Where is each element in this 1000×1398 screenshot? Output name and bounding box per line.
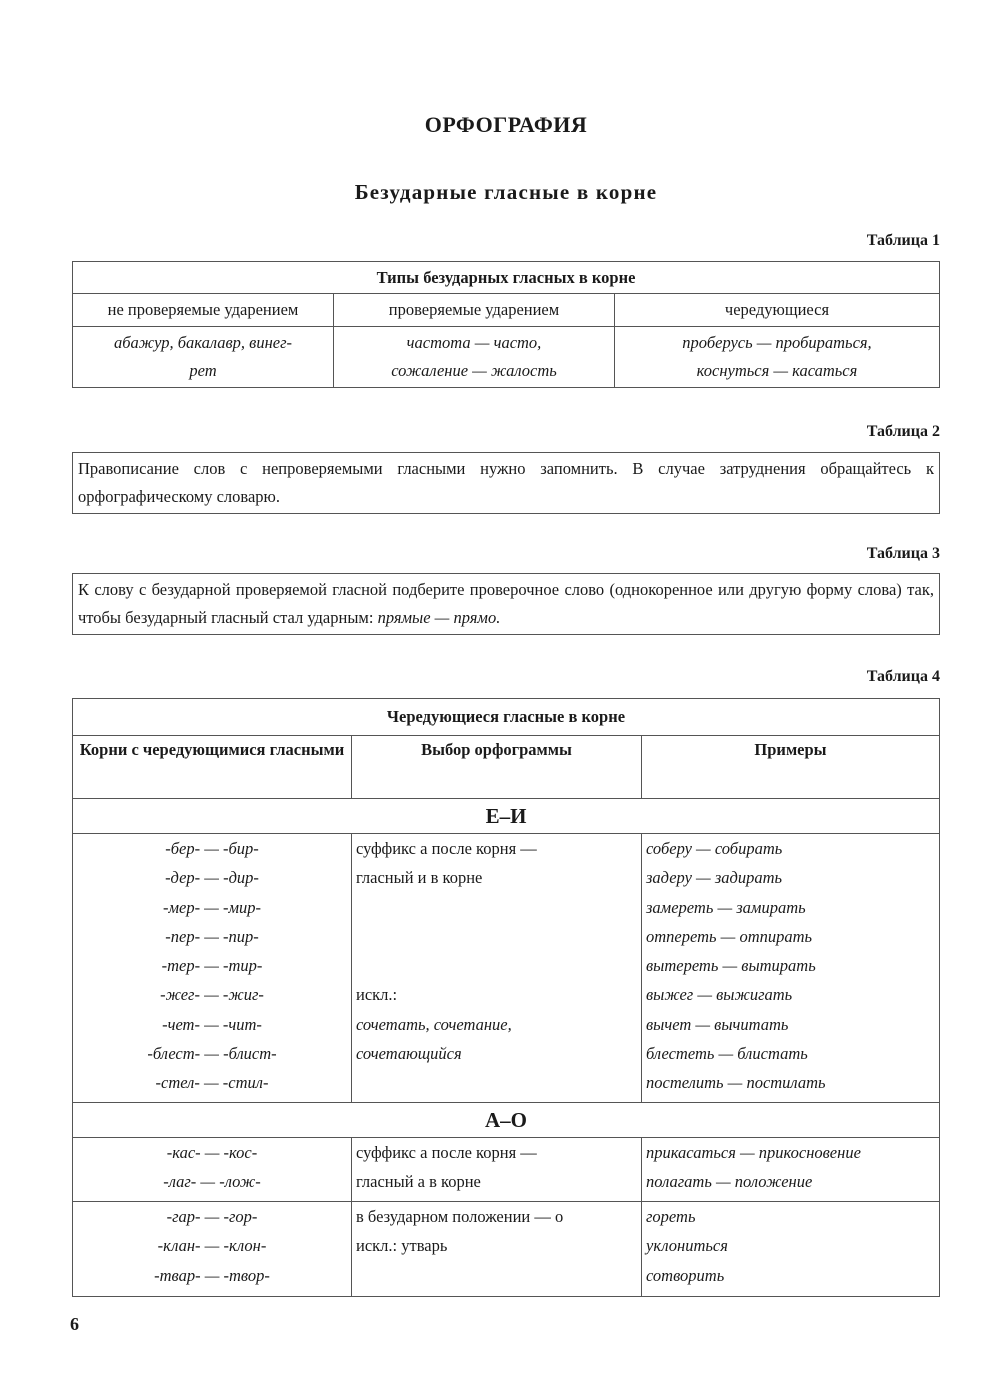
root-line: -стел- — -стил- xyxy=(155,1073,269,1093)
table-row xyxy=(73,834,940,1103)
example-line: отпереть — отпирать xyxy=(646,926,813,946)
table-row xyxy=(73,1138,940,1202)
root-line: -пер- — -пир- xyxy=(165,926,259,946)
rule-line: искл.: утварь xyxy=(356,1236,448,1256)
examples-cell xyxy=(642,834,940,1103)
table1-caption: Типы безударных гласных в корне xyxy=(73,262,940,294)
rule-line: в безударном положении — о xyxy=(356,1207,564,1226)
table3-box xyxy=(72,573,940,635)
rule-line: гласный а в корне xyxy=(356,1172,481,1192)
page-number: 6 xyxy=(70,1314,79,1334)
root-line: -чет- — -чит- xyxy=(162,1014,262,1034)
rule-line xyxy=(356,951,637,980)
root-line: -твар- — -твор- xyxy=(154,1265,270,1285)
table3-label: Таблица 3 xyxy=(866,545,940,562)
examples-cell xyxy=(642,1138,940,1202)
rule-line xyxy=(356,1068,637,1097)
table4-col-rule: Выбор орфограммы xyxy=(352,736,642,799)
table1-label: Таблица 1 xyxy=(866,232,940,249)
example-line: полагать — положение xyxy=(646,1172,813,1192)
rule-line: суффикс а после корня — xyxy=(356,839,537,858)
table1-col: чередующиеся xyxy=(615,294,940,327)
rule-cell xyxy=(352,1202,642,1297)
table1-example: частота — часто, сожаление — жалость xyxy=(334,327,615,388)
table-row xyxy=(73,1202,940,1297)
table4 xyxy=(72,698,940,1297)
example-line: вычет — вычитать xyxy=(646,1014,789,1034)
rule-line xyxy=(356,893,637,922)
page-title: ОРФОГРАФИЯ xyxy=(424,112,588,137)
rule-cell xyxy=(352,1138,642,1202)
table1-example: проберусь — пробираться, коснуться — касаться xyxy=(615,327,940,388)
table1-col: не проверяемые ударением xyxy=(73,294,334,327)
table4-label: Таблица 4 xyxy=(866,668,940,685)
rule-line: сочетать, сочетание, xyxy=(356,1014,512,1034)
root-line: -мер- — -мир- xyxy=(162,897,262,917)
example-line: постелить — постилать xyxy=(646,1073,826,1093)
roots-cell xyxy=(73,1202,352,1297)
table3-example: прямые — прямо. xyxy=(377,608,501,627)
table4-col-examples: Примеры xyxy=(642,736,940,799)
examples-cell xyxy=(642,1202,940,1297)
example-line: прикасаться — прикосновение xyxy=(646,1143,861,1162)
root-line: -клан- — -клон- xyxy=(157,1236,267,1256)
rule-line xyxy=(356,1261,637,1290)
example-line: сотворить xyxy=(646,1265,725,1285)
table1-col: проверяемые ударением xyxy=(334,294,615,327)
root-line: -дер- — -дир- xyxy=(165,868,259,888)
rule-line xyxy=(356,922,637,951)
section-title: Безударные гласные в корне xyxy=(354,180,658,204)
example-line: уклониться xyxy=(646,1236,728,1256)
table2-text: Правописание слов с непроверяемыми гласными нужно запомнить. В случае затруднения обращайтесь к орфографическому словарю. xyxy=(72,452,940,514)
example-line: замереть — замирать xyxy=(646,897,806,917)
section-heading-a-o: А–О xyxy=(73,1103,940,1138)
example-line: соберу — собирать xyxy=(646,839,783,858)
example-line: выжег — выжигать xyxy=(646,985,793,1005)
root-line: -бер- — -бир- xyxy=(165,839,259,858)
table4-col-roots: Корни с чередующимися гласными xyxy=(73,736,352,799)
root-line: -тер- — -тир- xyxy=(161,956,263,976)
table1 xyxy=(72,261,940,388)
section-heading-e-i: Е–И xyxy=(73,799,940,834)
rule-line: искл.: xyxy=(356,985,398,1005)
roots-cell xyxy=(73,1138,352,1202)
example-line: задеру — задирать xyxy=(646,868,783,888)
rule-line: гласный и в корне xyxy=(356,868,483,888)
table3-text: К слову с безударной проверяемой гласной подберите проверочное слово (однокоренное или другую форму слова) так, чтобы безударный гласный стал ударным: xyxy=(78,580,934,627)
rule-line: сочетающийся xyxy=(356,1044,462,1064)
table4-caption: Чередующиеся гласные в корне xyxy=(73,699,940,736)
root-line: -жег- — -жиг- xyxy=(160,985,264,1005)
rule-cell xyxy=(352,834,642,1103)
root-line: -кас- — -кос- xyxy=(166,1143,258,1162)
roots-cell xyxy=(73,834,352,1103)
root-line: -гар- — -гор- xyxy=(166,1207,258,1226)
table2-label: Таблица 2 xyxy=(866,423,940,440)
root-line: -лаг- — -лож- xyxy=(163,1172,261,1192)
example-line: блестеть — блистать xyxy=(646,1044,808,1064)
root-line: -блест- — -блист- xyxy=(147,1044,277,1064)
example-line: вытереть — вытирать xyxy=(646,956,816,976)
rule-line: суффикс а после корня — xyxy=(356,1143,537,1162)
table1-example: абажур, бакалавр, винег- рет xyxy=(73,327,334,388)
example-line: гореть xyxy=(646,1207,696,1226)
